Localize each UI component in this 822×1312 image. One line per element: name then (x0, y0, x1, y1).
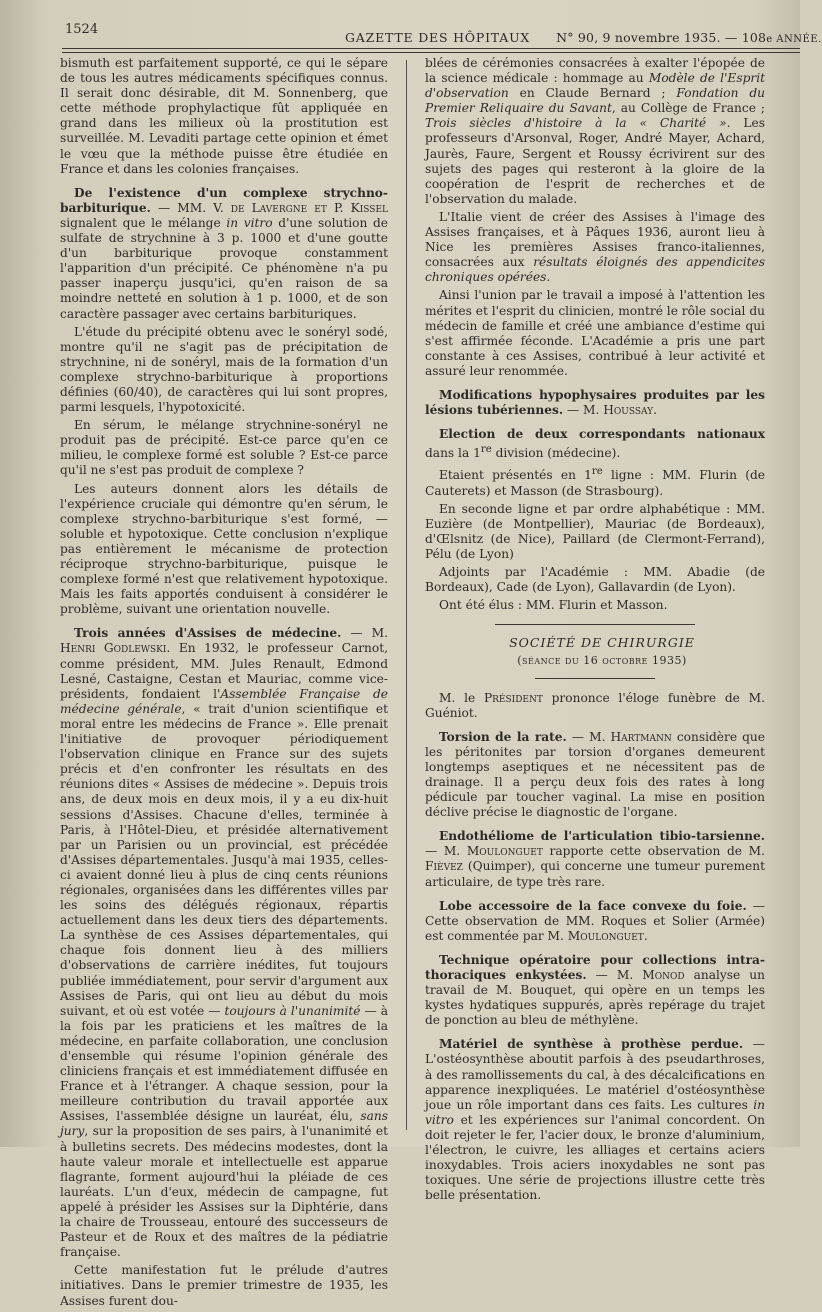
article-torsion-rate: Torsion de la rate. — M. Hartmann considère que les péritonites par torsion d'organes demeurent longtemps aseptiques et ne nécessitent pas de drainage. Il a perçu deux fois des rates à long pédicule par toucher vaginal. La mise en position déclive précise le diagnostic de l'organe. (425, 729, 765, 820)
article-technique-operatoire: Technique opératoire pour collections intra-thoraciques enkystées. — M. Monod analyse un travail de M. Bouquet, qui opère en un temps les kystes hydatiques suppurés, après repérage du trajet de ponction au bleu de méthylène. (425, 952, 765, 1028)
header-rule (62, 48, 800, 49)
article-title: Technique opératoire pour collections intra-thoraciques enkystées. (425, 952, 765, 982)
paragraph: bismuth est parfaitement supporté, ce qui le sépare de tous les autres médicaments spécifiques connus. Il serait donc désirable, dit M. Sonnenberg, que cette méthode prophylactique fût appliquée en grand dans les milieux où la prostitution est surveillée. M. Levaditi partage cette opinion et émet le vœu que la méthode puisse être étudiée en France et dans les colonies françaises. (60, 56, 388, 176)
paragraph: Ainsi l'union par le travail a imposé à l'attention les mérites et l'esprit du clinicien, montré le rôle social du médecin de famille et créé une ambiance d'estime qui s'est affirmée féconde. L'Académie a pris une part constante à ces Assises, contribué à leur activité et assuré leur renommée. (425, 288, 765, 378)
article-title: De l'existence d'un complexe strychno-barbiturique. (60, 185, 388, 215)
paragraph: En sérum, le mélange strychnine-sonéryl ne produit pas de précipité. Est-ce parce qu'en ce milieu, le complexe formé est soluble ? Est-ce parce qu'il ne s'est pas produit de complexe ? (60, 418, 388, 478)
paragraph: Adjoints par l'Académie : MM. Abadie (de Bordeaux), Cade (de Lyon), Gallavardin (de Lyon). (425, 565, 765, 595)
section-subtitle: (séance du 16 octobre 1935) (517, 654, 687, 668)
article-materiel-synthese: Matériel de synthèse à prothèse perdue. — L'ostéosynthèse aboutit parfois à des pseudarthroses, à des ramollissements du cal, à des décalcifications en apparence inexpliquées. Le matériel d'ostéosynthèse joue un rôle important dans ces faits. Les cultures in vitro et les expériences sur l'animal concordent. On doit rejeter le fer, l'acier doux, le bronze d'aluminium, l'électron, le cuivre, les alliages et certains aciers inoxydables. Trois aciers inoxydables ne sont pas toxiques. Une série de projections illustre cette très belle présentation. (425, 1037, 765, 1203)
article-assises-medecine: Trois années d'Assises de médecine. — M. Henri Godlewski. En 1932, le professeur Carnot, comme président, MM. Jules Renault, Edmond Lesné, Castaigne, Cestan et Mauriac, comme vice-présidents, fondaient l'Assemblée Française de médecine générale, « trait d'union scientifique et moral entre les médecins de France ». Elle prenait l'initiative de provoquer périodiquement l'observation clinique en France sur des sujets précis et d'en confronter les résultats en des réunions dites « Assises de médecine ». Depuis trois ans, de deux mois en deux mois, il y a eu dix-huit sessions d'Assises. Chacune d'elles, terminée à Paris, à l'Hôtel-Dieu, et présidée alternativement par un Parisien ou un provincial, est précédée d'Assises départementales. Jusqu'à mai 1935, celles-ci avaient donné lieu à plus de cinq cents réunions régionales, organisées dans les différentes villes par les soins des délégués régionaux, répartis actuellement dans les deux tiers des départements. La synthèse de ces Assises départementales, qui chaque fois donnent lieu à des milliers d'observations de carrière inédites, fut toujours publiée immédiatement, pour servir d'argument aux Assises de Paris, qui ont lieu au début du mois suivant, et où est votée — toujours à l'unanimité — à la fois par les praticiens et les maîtres de la médecine, en parfaite collaboration, une conclusion d'ensemble qui résume l'opinion générale des cliniciens français et est immédiatement diffusée en France et à l'étranger. A chaque session, pour la meilleure contribution du travail apportée aux Assises, l'assemblée désigne un lauréat, élu, sans jury, sur la proposition de ses pairs, à l'unanimité et à bulletins secrets. Des médecins modestes, dont la haute valeur morale et intellectuelle est apparue flagrante, forment aujourd'hui la pléiade de ces lauréats. L'un d'eux, médecin de campagne, fut appelé à présider les Assises sur la Diphtérie, dans la chaire de Trousseau, entouré des successeurs de Pasteur et de Roux et des maîtres de la pédiatrie française. (60, 626, 388, 1260)
article-election: Election de deux correspondants nationaux dans la 1re division (médecine). (425, 427, 765, 461)
article-lobe-foie: Lobe accessoire de la face convexe du foie. — Cette observation de MM. Roques et Solier (Armée) est commentée par M. Moulonguet. (425, 898, 765, 943)
right-column (425, 56, 765, 1206)
section-title: SOCIÉTÉ DE CHIRURGIE (509, 635, 695, 651)
section-divider (495, 624, 695, 625)
page-number: 1524 (65, 22, 99, 37)
article-authors: — M. Henri Godlewski. (60, 626, 388, 656)
article-endotheliome: Endothéliome de l'articulation tibio-tarsienne. — M. Moulonguet rapporte cette observation de M. Fièvez (Quimper), qui concerne une tumeur purement articulaire, de type très rare. (425, 829, 765, 889)
article-hypophysaires (425, 388, 765, 418)
running-header (345, 30, 822, 45)
article-title: Election de deux correspondants nationaux (439, 427, 765, 442)
article-title: Endothéliome de l'articulation tibio-tarsienne. (439, 829, 765, 844)
paragraph: En seconde ligne et par ordre alphabétique : MM. Euzière (de Montpellier), Mauriac (de Bordeaux), d'Œlsnitz (de Nice), Paillard (de Clermont-Ferrand), Pélu (de Lyon) (425, 501, 765, 561)
paragraph: Ont été élus : MM. Flurin et Masson. (439, 598, 668, 613)
journal-title: GAZETTE DES HÔPITAUX (345, 30, 531, 45)
article-title: Modifications hypophysaires produites par les lésions tubériennes. (425, 387, 765, 418)
article-title: Trois années d'Assises de médecine. (74, 626, 342, 641)
paragraph: Etaient présentés en 1re ligne : MM. Flurin (de Cauterets) et Masson (de Strasbourg). (425, 466, 765, 498)
column-divider (406, 60, 407, 1130)
issue-info: N° 90, 9 novembre 1935. — 108 (556, 30, 767, 45)
paragraph: L'Italie vient de créer des Assises à l'image des Assises françaises, et à Pâques 1936, auront lieu à Nice les premières Assises franco-italiennes, consacrées aux résultats éloignés des appendicites chroniques opérées. (425, 209, 765, 285)
article-title: Matériel de synthèse à prothèse perdue. (439, 1037, 744, 1052)
paragraph: blées de cérémonies consacrées à exalter l'épopée de la science médicale : hommage au Modèle de l'Esprit d'observation en Claude Bernard ; Fondation du Premier Reliquaire du Savant, au Collège de France ; Trois siècles d'histoire à la « Charité ». Les professeurs d'Arsonval, Roger, André Mayer, Achard, Jaurès, Faure, Sergent et Roussy écrivirent sur des sujets des pages qui resteront à la gloire de la coopération de l'esprit de recherches et de l'observation du malade. (425, 56, 765, 206)
article-title: Lobe accessoire de la face convexe du foie. (439, 898, 747, 913)
paragraph: Les auteurs donnent alors les détails de l'expérience cruciale qui démontre qu'en sérum, le complexe strychno-barbiturique s'est formé, — soluble et hypotoxique. Cette conclusion n'explique pas entièrement le mécanisme de protection réciproque strychno-barbiturique, puisque le complexe formé n'est que relativement hypotoxique. Mais les faits apportés conduisent à considérer le problème, suivant une orientation nouvelle. (60, 481, 388, 617)
article-authors: — M. Houssay. (563, 403, 658, 418)
article-strychno-barbiturique: De l'existence d'un complexe strychno-barbiturique. — MM. V. de Lavergne et P. Kissel signalent que le mélange in vitro d'une solution de sulfate de strychnine à 3 p. 1000 et d'une goutte d'un barbiturique provoque constamment l'apparition d'un précipité. Ce phénomène n'a pu passer inaperçu jusqu'ici, qu'en raison de sa moindre netteté en solution à 1 p. 1000, et de son caractère passager avec certains barbituriques. (60, 185, 388, 321)
section-divider (535, 678, 655, 679)
header-rule-2 (62, 52, 800, 53)
article-authors: — MM. V. de Lavergne et P. Kissel (150, 200, 388, 215)
paragraph: M. le Président prononce l'éloge funèbre de M. Guéniot. (425, 690, 765, 720)
issue-year-suffix: e ANNÉE. (766, 34, 822, 45)
article-title: Torsion de la rate. (439, 729, 567, 744)
left-column (60, 56, 388, 1312)
paragraph: L'étude du précipité obtenu avec le sonéryl sodé, montre qu'il ne s'agit pas de précipitation de strychnine, ni de sonéryl, mais de la formation d'un complexe strychno-barbiturique à proportions définies (60/40), de caractères qui lui sont propres, parmi lesquels, l'hypotoxicité. (60, 324, 388, 415)
paragraph: Cette manifestation fut le prélude d'autres initiatives. Dans le premier trimestre de 1935, les Assises furent dou- (60, 1263, 388, 1308)
